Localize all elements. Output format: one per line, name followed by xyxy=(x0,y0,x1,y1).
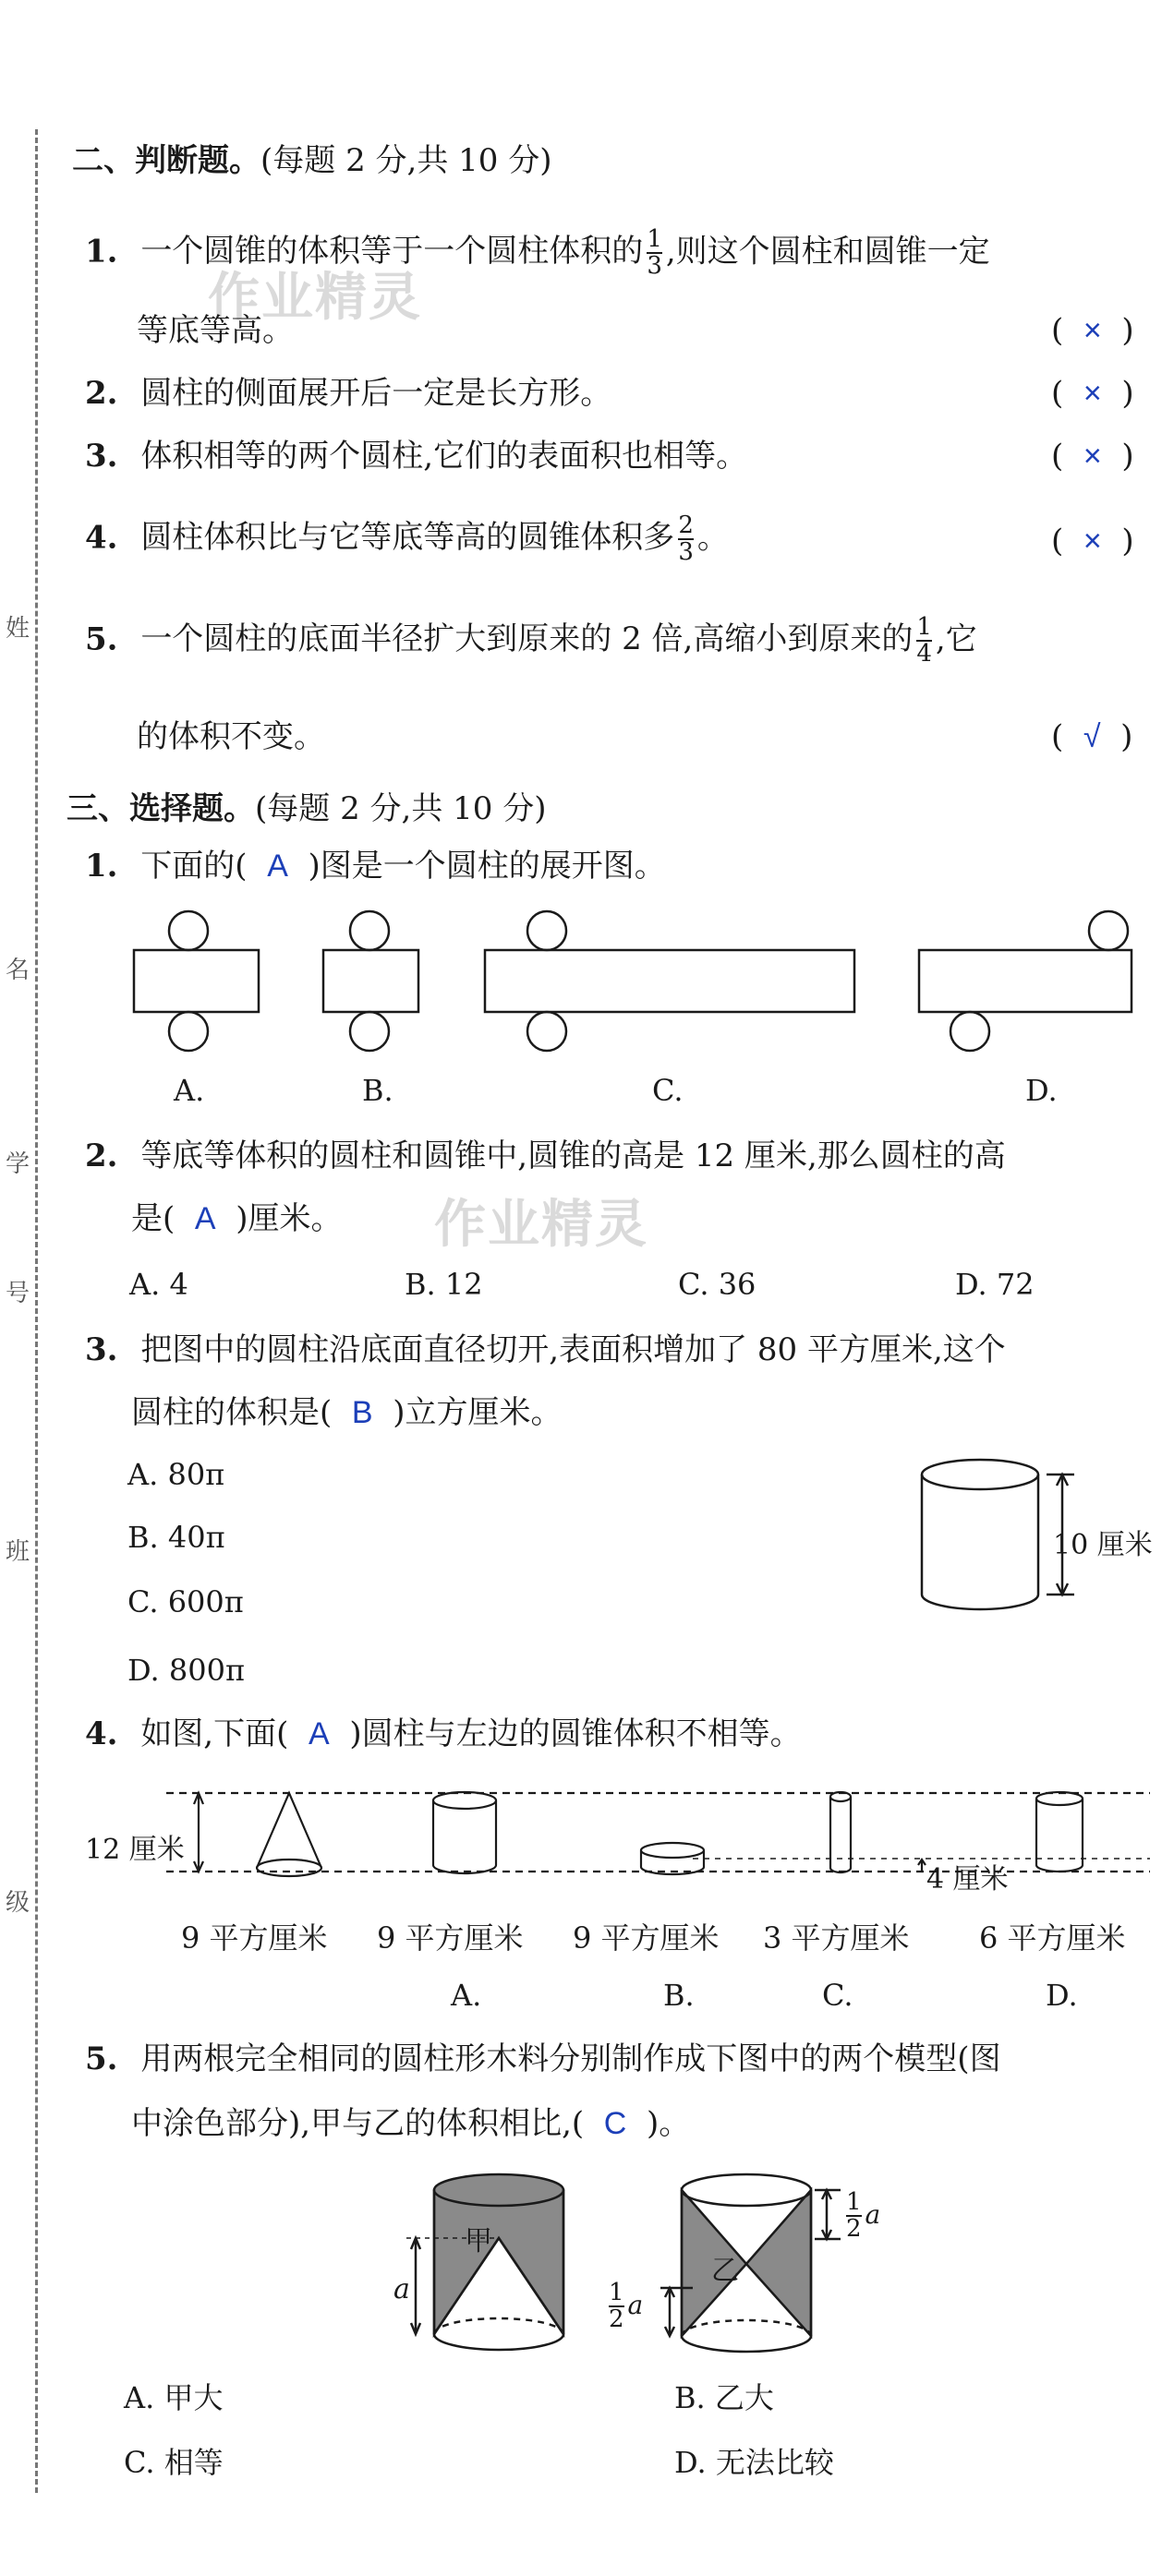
cone-height-label: 12 厘米 xyxy=(85,1834,185,1866)
question-text: 圆柱体积比与它等底等高的圆锥体积多 xyxy=(140,519,675,557)
question-number: 3. xyxy=(85,438,118,475)
question-text: 等底等体积的圆柱和圆锥中,圆锥的高是 12 厘米,那么圆柱的高 xyxy=(140,1138,1006,1174)
cylinder-b-top xyxy=(641,1843,704,1858)
question-number: 2. xyxy=(85,1138,118,1174)
question-text: 圆柱的体积是( xyxy=(131,1394,333,1431)
watermark: 作业精灵 xyxy=(208,268,422,328)
question-text: 中涂色部分),甲与乙的体积相比,( xyxy=(131,2105,585,2142)
cylinder-d-bottom xyxy=(1036,1865,1083,1872)
fraction: $\frac{1}{2}$ xyxy=(609,2279,624,2334)
option-b: B. 40π xyxy=(127,1520,225,1555)
base-label: 9 平方厘米 xyxy=(377,1920,524,1956)
cone xyxy=(257,1793,321,1868)
s3-q4 xyxy=(85,1715,802,1753)
section3-title xyxy=(67,783,546,828)
solid-label-c: C. xyxy=(822,1978,853,2013)
half-a-bottom: $\frac{1}{2}$ a xyxy=(609,2279,644,2334)
option-b: B. 12 xyxy=(405,1267,483,1302)
option-b: B. 乙大 xyxy=(674,2380,774,2415)
cylinder-c-bottom xyxy=(830,1868,851,1872)
solid-label-b: B. xyxy=(663,1978,695,2013)
answer-bracket: ( × ) xyxy=(1051,312,1134,349)
half-a-top: $\frac{1}{2}$ a xyxy=(846,2188,881,2244)
models-figure xyxy=(388,2170,905,2364)
answer: A xyxy=(267,849,288,884)
question-text: 用两根完全相同的圆柱形木料分别制作成下图中的两个模型(图 xyxy=(140,2040,1001,2077)
answer: B xyxy=(351,1395,373,1430)
section2-title xyxy=(72,135,551,180)
option-d: D. 无法比较 xyxy=(674,2445,834,2480)
question-number: 1. xyxy=(85,848,118,885)
question-number: 5. xyxy=(85,2040,118,2077)
question-text: 体积相等的两个圆柱,它们的表面积也相等。 xyxy=(140,438,748,475)
s2-q1 xyxy=(85,227,990,280)
question-text: 如图,下面( xyxy=(140,1715,289,1752)
base-label: 9 平方厘米 xyxy=(573,1920,720,1956)
answer: A xyxy=(194,1201,216,1236)
cone-base xyxy=(257,1860,321,1876)
s3-q1 xyxy=(85,848,666,885)
s3-q2 xyxy=(85,1138,1006,1175)
margin-char: 名 xyxy=(6,957,30,984)
s2-q1-line2: 等底等高。 xyxy=(137,312,294,349)
fraction: $\frac{1}{3}$ xyxy=(647,225,662,281)
s3-q3-line2 xyxy=(131,1394,562,1432)
question-text: 是( xyxy=(131,1200,175,1237)
option-c: C. 36 xyxy=(678,1267,756,1302)
cylinder-bottom xyxy=(922,1595,1038,1609)
fraction: $\frac{1}{4}$ xyxy=(916,613,932,668)
option-c: C. 相等 xyxy=(124,2445,224,2480)
small-height-label: 4 厘米 xyxy=(926,1863,1009,1896)
net-b-circle-bottom xyxy=(350,1012,389,1051)
net-d-circle-top xyxy=(1089,911,1128,950)
net-label-b: B. xyxy=(362,1073,393,1108)
base-label: 9 平方厘米 xyxy=(181,1920,328,1956)
question-text: )厘米。 xyxy=(236,1200,343,1237)
height-label: 10 厘米 xyxy=(1053,1529,1153,1561)
question-text: ,则这个圆柱和圆锥一定 xyxy=(665,233,990,271)
base-label: 6 平方厘米 xyxy=(979,1920,1126,1956)
answer: × xyxy=(1083,313,1102,348)
net-label-d: D. xyxy=(1025,1073,1058,1108)
question-text: 圆柱的侧面展开后一定是长方形。 xyxy=(140,375,612,412)
jia-label: 甲 xyxy=(465,2225,492,2257)
fraction: $\frac{1}{2}$ xyxy=(846,2188,862,2244)
answer-bracket: ( × ) xyxy=(1051,438,1134,475)
net-label-c: C. xyxy=(652,1073,684,1108)
answer: C xyxy=(603,2106,627,2141)
question-number: 4. xyxy=(85,1715,118,1752)
watermark: 作业精灵 xyxy=(434,1195,648,1255)
s3-q5 xyxy=(85,2040,1001,2078)
answer: × xyxy=(1083,524,1102,559)
cylinder-a-top xyxy=(433,1792,496,1809)
question-text: ,它 xyxy=(935,620,977,658)
question-text: 把图中的圆柱沿底面直径切开,表面积增加了 80 平方厘米,这个 xyxy=(140,1331,1006,1368)
s2-q3 xyxy=(85,438,747,475)
question-number: 3. xyxy=(85,1331,118,1368)
question-text: )图是一个圆柱的展开图。 xyxy=(308,848,666,885)
yi-label: 乙 xyxy=(711,2255,739,2287)
option-c: C. 600π xyxy=(127,1584,244,1619)
margin-char: 级 xyxy=(6,1889,30,1917)
net-d-rect xyxy=(919,950,1132,1012)
yi-shaded xyxy=(682,2190,811,2336)
net-c-rect xyxy=(485,950,854,1012)
section3-score: (每题 2 分,共 10 分) xyxy=(255,790,547,827)
margin-char: 学 xyxy=(6,1150,30,1178)
answer: √ xyxy=(1083,719,1101,754)
option-d: D. 72 xyxy=(955,1267,1035,1302)
question-text: 。 xyxy=(696,519,729,557)
question-number: 2. xyxy=(85,375,118,412)
answer-bracket: ( √ ) xyxy=(1051,718,1133,755)
question-text: )圆柱与左边的圆锥体积不相等。 xyxy=(349,1715,802,1752)
net-a-circle-top xyxy=(169,911,208,950)
question-text: 下面的( xyxy=(140,848,248,885)
question-number: 5. xyxy=(85,620,118,658)
answer-bracket: ( × ) xyxy=(1051,523,1134,560)
var-a: a xyxy=(393,2273,410,2305)
cylinder-top xyxy=(922,1460,1038,1489)
question-text: )。 xyxy=(646,2105,691,2142)
section2-score: (每题 2 分,共 10 分) xyxy=(260,142,552,179)
option-d: D. 800π xyxy=(127,1653,245,1688)
net-a-circle-bottom xyxy=(169,1012,208,1051)
s2-q5-line2: 的体积不变。 xyxy=(137,718,325,755)
option-a: A. 4 xyxy=(129,1267,188,1302)
question-text: )立方厘米。 xyxy=(393,1394,563,1431)
option-a: A. 80π xyxy=(127,1457,225,1492)
answer-bracket: ( × ) xyxy=(1051,375,1134,412)
jia-top xyxy=(434,2174,563,2206)
s2-q5 xyxy=(85,615,977,668)
question-number: 4. xyxy=(85,519,118,557)
section3-title-text: 三、选择题。 xyxy=(67,790,255,827)
margin-char: 姓 xyxy=(6,615,30,643)
question-text: 一个圆锥的体积等于一个圆柱体积的 xyxy=(140,233,644,271)
fraction: $\frac{2}{3}$ xyxy=(678,512,694,567)
answer: × xyxy=(1083,439,1102,474)
margin-char: 班 xyxy=(6,1538,30,1566)
net-c-circle-bottom xyxy=(527,1012,566,1051)
binding-line xyxy=(35,129,38,2493)
net-a-rect xyxy=(134,950,259,1012)
answer: A xyxy=(309,1716,330,1751)
answer: × xyxy=(1083,376,1102,411)
net-c-circle-top xyxy=(527,911,566,950)
s2-q4 xyxy=(85,513,729,566)
base-label: 3 平方厘米 xyxy=(763,1920,910,1956)
option-a: A. 甲大 xyxy=(124,2380,224,2415)
margin-char: 号 xyxy=(6,1280,30,1307)
yi-top xyxy=(682,2174,811,2206)
net-b-rect xyxy=(323,950,418,1012)
net-label-a: A. xyxy=(174,1073,205,1108)
jia-shaded xyxy=(434,2190,563,2334)
s3-q2-line2 xyxy=(131,1200,342,1238)
net-b-circle-top xyxy=(350,911,389,950)
net-figures xyxy=(120,905,1155,1062)
solid-label-a: A. xyxy=(451,1978,482,2013)
s3-q5-line2 xyxy=(131,2105,690,2143)
net-d-circle-bottom xyxy=(950,1012,989,1051)
section2-title-text: 二、判断题。 xyxy=(72,142,260,179)
question-text: 一个圆柱的底面半径扩大到原来的 2 倍,高缩小到原来的 xyxy=(140,620,914,658)
s3-q3 xyxy=(85,1331,1006,1369)
s2-q2 xyxy=(85,375,611,413)
solid-label-d: D. xyxy=(1046,1978,1078,2013)
question-number: 1. xyxy=(85,233,118,271)
